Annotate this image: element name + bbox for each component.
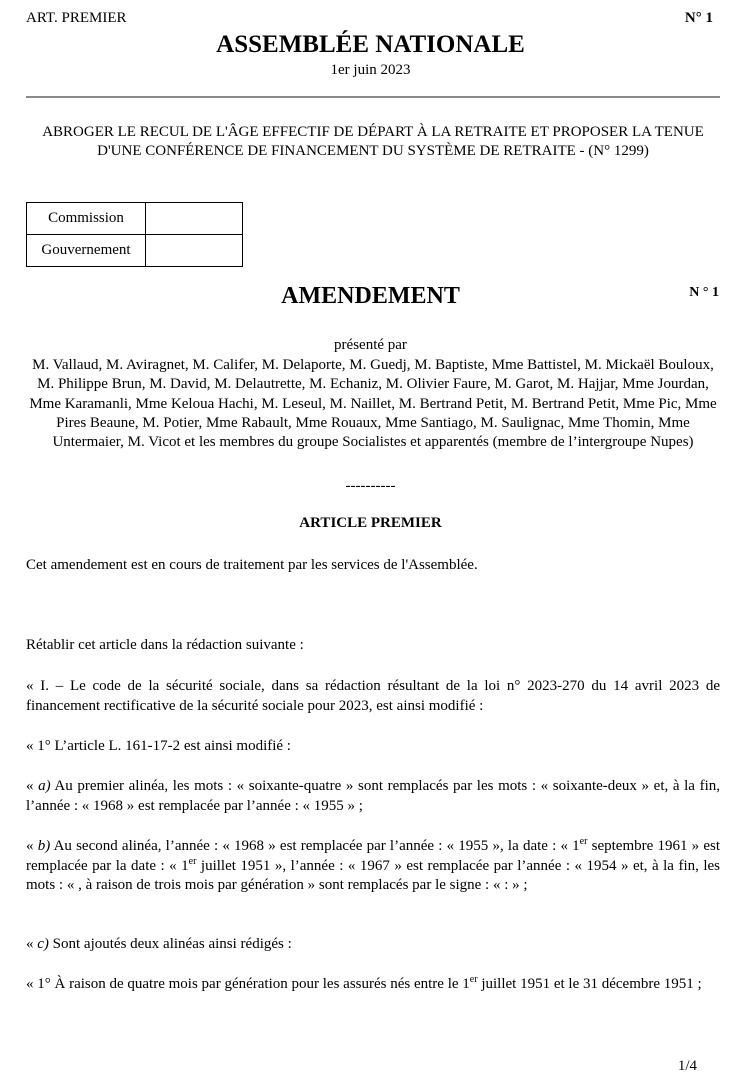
separator: ---------- xyxy=(345,478,396,494)
presented-by: présenté par xyxy=(334,337,407,353)
assembly-title: ASSEMBLÉE NATIONALE xyxy=(216,31,525,58)
paragraph-last-text-1: « 1° À raison de quatre mois par génération pour les assurés nés entre le 1 xyxy=(26,976,470,992)
page-number: 1/4 xyxy=(677,1058,697,1074)
paragraph-b-text-2: septembre 1961 » est remplacée par la date : « 1 xyxy=(26,838,721,874)
intro-text: Rétablir cet article dans la rédaction suivante : xyxy=(26,637,304,653)
header-divider xyxy=(26,96,720,98)
amendment-number: N ° 1 xyxy=(689,285,719,300)
paragraph-b-text-1: Au second alinéa, l’année : « 1968 » est remplacée par l’année : « 1955 », la date : « 1 xyxy=(50,838,580,854)
authors-list: M. Vallaud, M. Aviragnet, M. Califer, M. Delaporte, M. Guedj, M. Baptiste, Mme Battistel, M. Mickaël Bouloux, M. Philippe Brun, M. David, M. Delautrette, M. Echaniz, M. Olivier Faure, M. Garot, M. Hajjar, Mme Jourdan, Mme Karamanli, Mme Keloua Hachi, M. Leseul, M. Naillet, M. Bertrand Petit, M. Bertrand Petit, Mme Pic, Mme Pires Beaune, M. Potier, Mme Rabault, Mme Rouaux, Mme Santiago, M. Saulignac, Mme Thomin, Mme Untermaier, M. Vicot et les membres du groupe Socialistes et apparentés (membre de l’intergroupe Nupes) xyxy=(29,357,717,451)
bill-title: ABROGER LE RECUL DE L'ÂGE EFFECTIF DE DÉPART À LA RETRAITE ET PROPOSER LA TENUE D'UNE CONFÉRENCE DE FINANCEMENT DU SYSTÈME DE RETRAITE - (N° 1299) xyxy=(42,124,704,159)
paragraph-a-text: Au premier alinéa, les mots : « soixante-quatre » sont remplacés par les mots : « soixante-deux » et, à la fin, l’année : « 1968 » est remplacée par l’année : « 1955 » ; xyxy=(26,778,720,814)
paragraph-b xyxy=(26,837,720,896)
quote-open: « xyxy=(26,838,38,854)
document-date: 1er juin 2023 xyxy=(330,62,411,78)
paragraph-last-text-2: juillet 1951 et le 31 décembre 1951 ; xyxy=(477,976,702,992)
item-label-a: a) xyxy=(38,778,51,794)
commission-value xyxy=(146,203,243,235)
paragraph-c-text: Sont ajoutés deux alinéas ainsi rédigés : xyxy=(48,936,292,952)
table-row xyxy=(27,203,243,235)
amendment-number-top: N° 1 xyxy=(684,10,713,26)
article-heading: ARTICLE PREMIER xyxy=(299,515,442,531)
amendment-title: AMENDEMENT xyxy=(281,283,460,309)
status-text: Cet amendement est en cours de traitement par les services de l'Assemblée. xyxy=(26,557,478,573)
paragraph-I: « I. – Le code de la sécurité sociale, dans sa rédaction résultant de la loi n° 2023-270 du 14 avril 2023 de financement rectificative de la sécurité sociale pour 2023, est ainsi modifié : xyxy=(26,678,720,714)
item-label-c: c) xyxy=(37,936,49,952)
paragraph-last xyxy=(26,975,720,995)
government-value xyxy=(146,235,243,267)
table-row xyxy=(27,235,243,267)
superscript-er: er xyxy=(579,836,588,847)
article-label: ART. PREMIER xyxy=(26,10,127,26)
paragraph-c xyxy=(26,935,720,955)
paragraph-1: « 1° L’article L. 161-17-2 est ainsi modifié : xyxy=(26,738,291,754)
quote-open: « xyxy=(26,936,38,952)
item-label-b: b) xyxy=(37,838,51,854)
paragraph-a xyxy=(26,777,720,816)
commission-label: Commission xyxy=(27,203,146,235)
government-label: Gouvernement xyxy=(27,235,146,267)
quote-open: « xyxy=(26,778,39,794)
superscript-er: er xyxy=(188,855,197,867)
superscript-er: er xyxy=(469,974,478,985)
opinion-table xyxy=(26,202,243,267)
paragraph-b-text-3: juillet 1951 », l’année : « 1967 » est remplacée par l’année : « 1954 » et, à la fin, les mots : « , à raison de trois mois par génération » sont remplacés par le signe : « : » ; xyxy=(26,857,721,893)
